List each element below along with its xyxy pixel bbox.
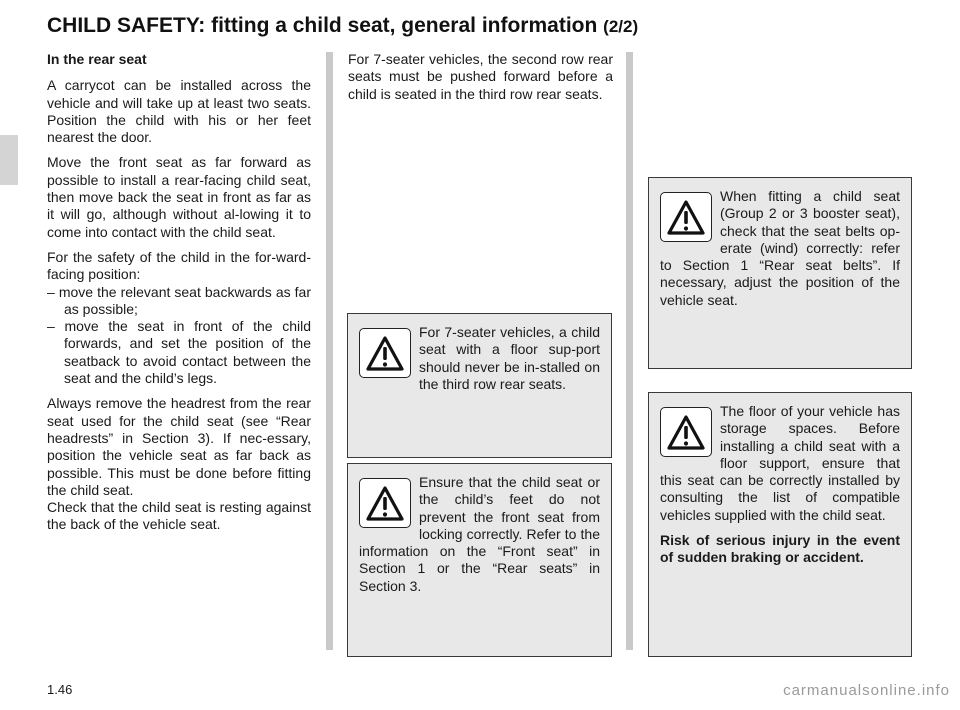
page-title (47, 14, 638, 38)
left-column (47, 51, 311, 542)
paragraph-forward-facing: For the safety of the child in the for-ward-facing position: (47, 248, 311, 283)
warning-box-front-seat (347, 463, 612, 657)
warning-risk-text: Risk of serious injury in the event of sudden braking or accident. (660, 532, 900, 566)
warning-triangle-icon (660, 192, 712, 242)
warning-text: For 7-seater vehicles, a child seat with a floor sup-port should never be in-stalled on the third row rear seats. (419, 324, 600, 392)
warning-triangle-icon (359, 328, 411, 378)
warning-box-storage-spaces (648, 392, 912, 657)
column-rule-left (326, 52, 333, 650)
forward-facing-list (47, 284, 311, 388)
warning-triangle-icon (660, 407, 712, 457)
list-item: – move the seat in front of the child forwards, and set the position of the seatback to avoid contact between the seat and the child’s legs. (47, 318, 311, 387)
paragraph-headrest: Always remove the headrest from the rear seat used for the child seat (see “Rear headrests” in Section 3). If nec-essary, position the vehicle seat as far back as possible. This must be done before fitting the child seat. (47, 395, 311, 498)
page-number: 1.46 (47, 682, 73, 697)
warning-text: When fitting a child seat (Group 2 or 3 booster seat), check that the seat belts op-erate (wind) correctly: refer to Section 1 “Rear seat belts”. If necessary, adjust the position of the vehicle seat. (660, 188, 900, 308)
page-part: (2/2) (603, 17, 639, 36)
warning-text: Ensure that the child seat or the child’s feet do not prevent the front seat from locking correctly. Refer to the information on the “Front seat” in Section 1 or the “Rear seats” in Section 3. (359, 474, 600, 594)
page-title-text: CHILD SAFETY: fitting a child seat, general information (47, 14, 598, 37)
paragraph-check-resting: Check that the child seat is resting against the back of the vehicle seat. (47, 499, 311, 533)
watermark: carmanualsonline.info (783, 682, 950, 699)
warning-triangle-icon (359, 478, 411, 528)
section-tab (0, 135, 18, 185)
paragraph-7-seater: For 7-seater vehicles, the second row rear seats must be pushed forward before a child is seated in the third row rear seats. (348, 51, 613, 102)
warning-box-seat-belts (648, 177, 912, 369)
section-heading: In the rear seat (47, 51, 147, 67)
paragraph-rear-facing: Move the front seat as far forward as possible to install a rear-facing child seat, then move back the seat in front as far as it will go, although without al-lowing it to come into contact with the child seat. (47, 154, 311, 240)
column-rule-right (626, 52, 633, 650)
warning-text: The floor of your vehicle has storage spaces. Before installing a child seat with a floor support, ensure that this seat can be correctly installed by consulting the list of compatible vehicles supplied with the child seat. (660, 403, 900, 523)
list-item: – move the relevant seat backwards as far as possible; (47, 283, 311, 317)
paragraph-carrycot: A carrycot can be installed across the vehicle and will take up at least two seats. Position the child with his or her feet nearest the door. (47, 77, 311, 146)
warning-box-floor-support (347, 313, 612, 458)
